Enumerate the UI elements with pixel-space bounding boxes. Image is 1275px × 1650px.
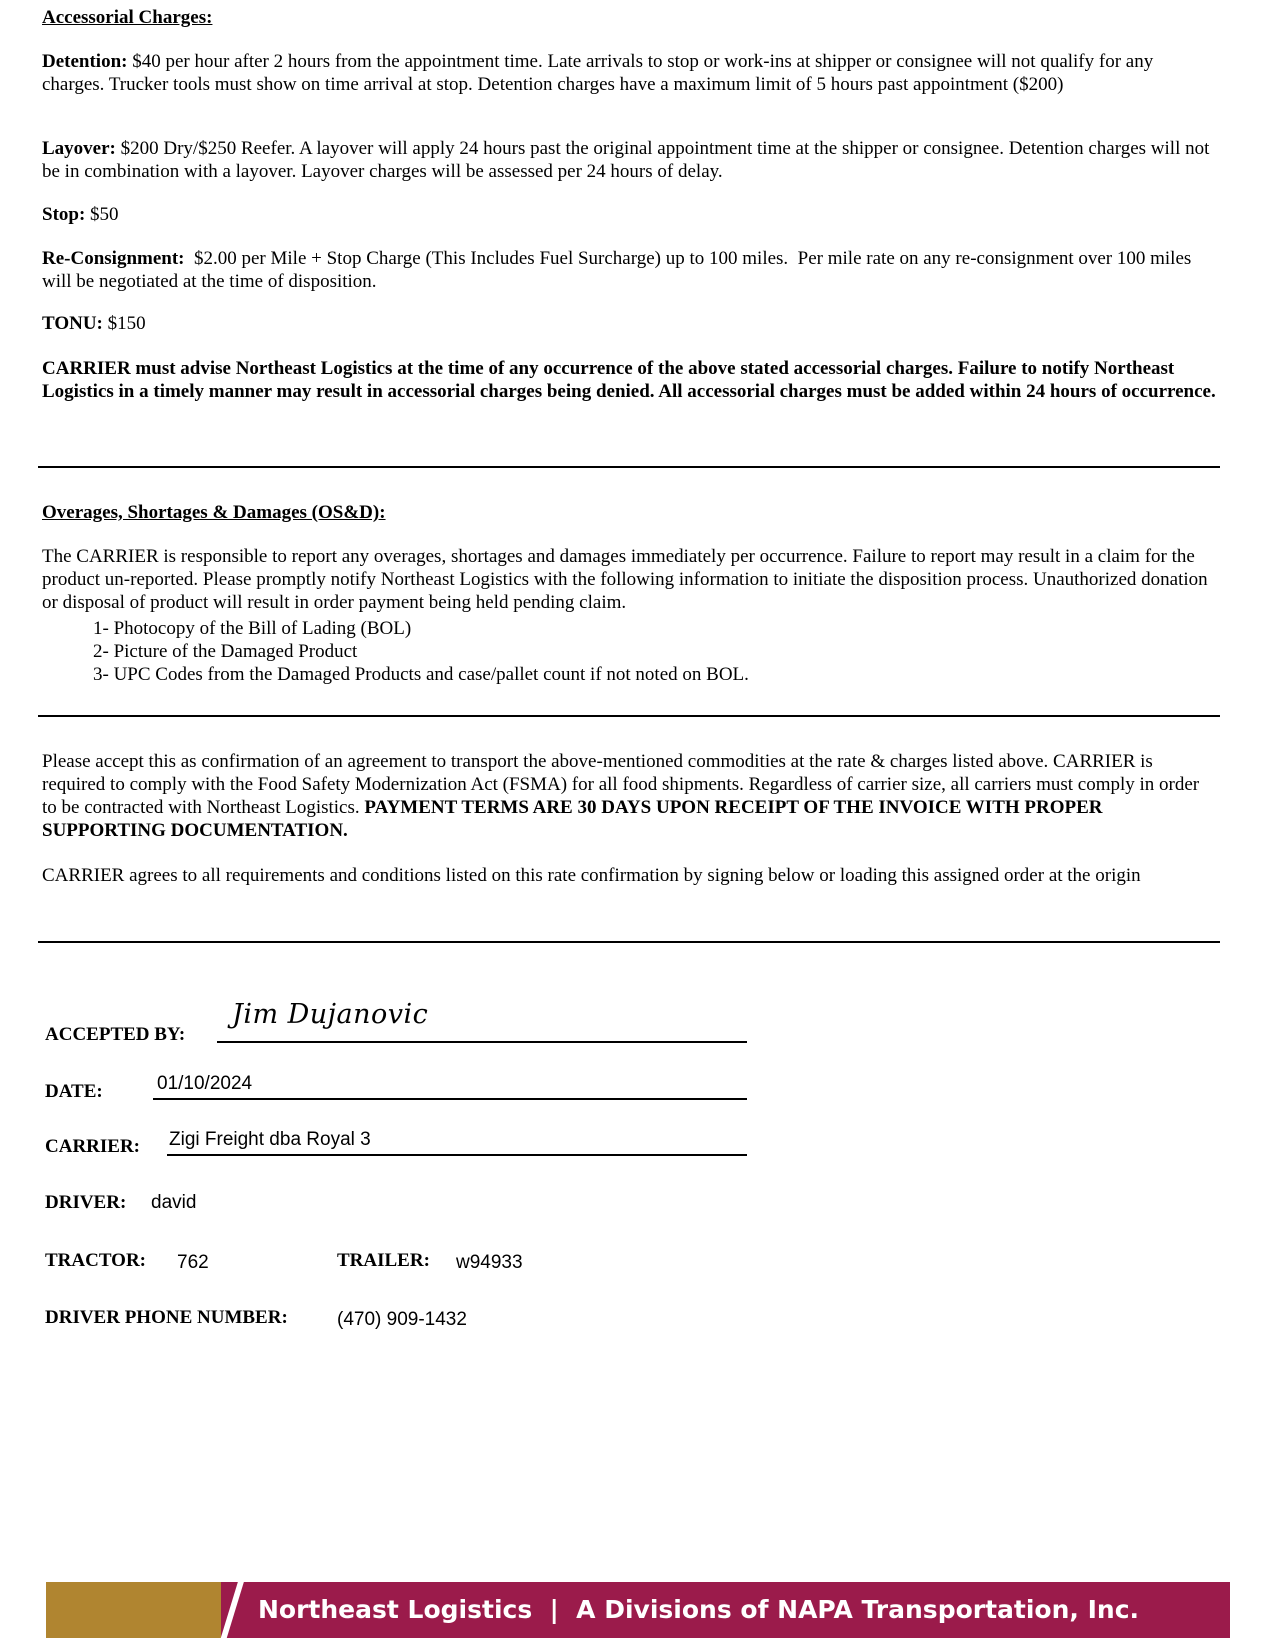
- stop-paragraph: [42, 203, 1217, 226]
- accepted-by-line: [217, 1041, 747, 1043]
- layover-paragraph: [42, 137, 1217, 183]
- detention-text: $40 per hour after 2 hours from the appointment time. Late arrivals to stop or work-ins at shipper or consignee will not qualify for any charges. Trucker tools must show on time arrival at stop. Detention charges have a maximum limit of 5 hours past appointment ($200): [42, 51, 1154, 95]
- date-value: 01/10/2024: [157, 1073, 253, 1094]
- tonu-paragraph: [42, 312, 1217, 335]
- footer-banner: [46, 1582, 1230, 1638]
- footer-text: Northeast Logistics | A Divisions of NAPA Transportation, Inc.: [258, 1595, 1140, 1624]
- tractor-value: 762: [177, 1252, 209, 1273]
- agreement-paragraph: [42, 750, 1217, 842]
- date-label: DATE:: [45, 1081, 103, 1102]
- layover-label: Layover:: [42, 138, 116, 159]
- accessorial-notice: CARRIER must advise Northeast Logistics at the time of any occurrence of the above stated accessorial charges. Failure to notify Northeast Logistics in a timely manner may result in accessorial charges being denied. All accessorial charges must be added within 24 hours of occurrence.: [42, 358, 1216, 402]
- driver-label: DRIVER:: [45, 1192, 127, 1213]
- signature: Jim Dujanovic: [232, 999, 429, 1030]
- section-divider: [38, 466, 1220, 468]
- tonu-label: TONU:: [42, 313, 103, 334]
- list-item: 3- UPC Codes from the Damaged Products and case/pallet count if not noted on BOL.: [93, 664, 749, 685]
- reconsignment-label: Re-Consignment:: [42, 248, 185, 269]
- driver-phone-label: DRIVER PHONE NUMBER:: [45, 1307, 288, 1328]
- osd-heading: Overages, Shortages & Damages (OS&D):: [42, 502, 386, 523]
- date-line: [153, 1098, 747, 1100]
- payment-terms: PAYMENT TERMS ARE 30 DAYS UPON RECEIPT OF THE INVOICE WITH PROPER SUPPORTING DOCUMENTATION.: [42, 797, 1103, 841]
- carrier-value: Zigi Freight dba Royal 3: [169, 1129, 371, 1150]
- trailer-value: w94933: [456, 1252, 523, 1273]
- osd-body: The CARRIER is responsible to report any overages, shortages and damages immediately per occurrence. Failure to report may result in a claim for the product un-reported. Please promptly notify Northeast Logistics with the following information to initiate the disposition process. Unauthorized donation or disposal of product will result in order payment being held pending claim.: [42, 546, 1208, 613]
- reconsignment-text: $2.00 per Mile + Stop Charge (This Includes Fuel Surcharge) up to 100 miles. Per mile rate on any re-consignment over 100 miles will be negotiated at the time of disposition.: [42, 248, 1197, 292]
- list-item: 2- Picture of the Damaged Product: [93, 641, 358, 662]
- layover-text: $200 Dry/$250 Reefer. A layover will apply 24 hours past the original appointment time at the shipper or consignee. Detention charges will not be in combination with a layover. Layover charges will be assessed per 24 hours of delay.: [42, 138, 1210, 182]
- detention-paragraph: [42, 50, 1217, 96]
- tractor-label: TRACTOR:: [45, 1250, 146, 1271]
- footer-gold-block: [46, 1582, 231, 1638]
- agreement-text: Please accept this as confirmation of an agreement to transport the above-mentioned commodities at the rate & charges listed above. CARRIER is required to comply with the Food Safety Modernization Act (FSMA) for all food shipments. Regardless of carrier size, all carriers must comply in order to be contracted with Northeast Logistics.: [42, 751, 1200, 818]
- driver-value: david: [151, 1192, 197, 1213]
- tonu-text: $150: [102, 313, 146, 334]
- driver-phone-value: (470) 909-1432: [337, 1309, 467, 1330]
- section-divider: [38, 715, 1220, 717]
- carrier-label: CARRIER:: [45, 1136, 140, 1157]
- accessorial-heading: Accessorial Charges:: [42, 7, 213, 28]
- list-item: 1- Photocopy of the Bill of Lading (BOL): [93, 618, 412, 639]
- stop-text: $50: [85, 204, 119, 225]
- accepted-by-label: ACCEPTED BY:: [45, 1024, 186, 1045]
- reconsignment-paragraph: [42, 247, 1217, 293]
- stop-label: Stop:: [42, 204, 86, 225]
- carrier-line: [167, 1154, 747, 1156]
- section-divider: [38, 941, 1220, 943]
- detention-label: Detention:: [42, 51, 128, 72]
- trailer-label: TRAILER:: [337, 1250, 430, 1271]
- acceptance-paragraph: CARRIER agrees to all requirements and conditions listed on this rate confirmation by signing below or loading this assigned order at the origin: [42, 865, 1141, 886]
